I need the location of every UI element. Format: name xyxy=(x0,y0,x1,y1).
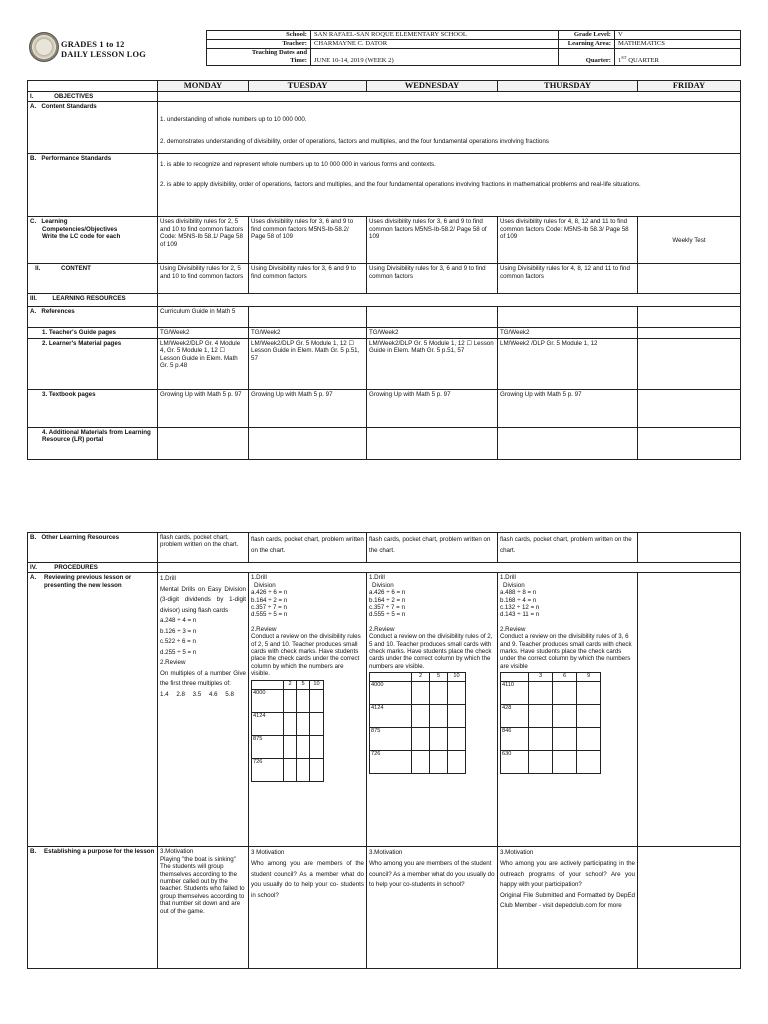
procedure-a-wednesday: 1.Drill Division a.426 ÷ 6 = n b.164 ÷ 2 = n c.357 ÷ 7 = n d.555 ÷ 5 = n 2.Review Conduct a review on the divisibility rules of 2, 5 and 10. Teacher produces small cards with check marks. Have students place the check cards under the correct column by which the numbers are visible. 2 5 10 4000 4124 875 726 xyxy=(367,573,498,847)
day-monday: MONDAY xyxy=(158,81,249,92)
area-value: MATHEMATICS xyxy=(615,40,741,49)
quarter-label: Quarter: xyxy=(559,49,615,66)
content-monday: Using Divisibility rules for 2, 5 and 10 to find common factors xyxy=(158,264,249,294)
performance-standards-text: 1. is able to recognize and represent whole numbers up to 10 000 000 in various forms and contexts. 2. is able to apply divisibility, order of operations, factors and multiples, and the four fundamental operations involving fractions in mathematical problems and real-life situations. xyxy=(158,154,741,217)
content-standards-text: 1. understanding of whole numbers up to 10 000 000. 2. demonstrates understanding of divisibility, order of operations, factors and multiples, and the four fundamental operations involving fractions xyxy=(158,102,741,154)
textbook-pages-label: 3. Textbook pages xyxy=(28,389,158,427)
tb-tuesday: Growing Up with Math 5 p. 97 xyxy=(249,389,367,427)
tb-monday: Growing Up with Math 5 p. 97 xyxy=(158,389,249,427)
procedure-b-tuesday: 3 Motivation Who among you are members of the student council? As a member what do you usually do to help your co- students in school? xyxy=(249,847,367,969)
quarter-value: 1ST QUARTER xyxy=(615,49,741,66)
dates-value: JUNE 10-14, 2019 (WEEK 2) xyxy=(311,49,559,66)
day-wednesday: WEDNESDAY xyxy=(367,81,498,92)
content-tuesday: Using Divisibility rules for 3, 6 and 9 to find common factors xyxy=(249,264,367,294)
other-tuesday: flash cards, pocket chart, problem written on the chart. xyxy=(249,533,367,563)
content-wednesday: Using Divisibility rules for 3, 6 and 9 to find common factors xyxy=(367,264,498,294)
teacher-label: Teacher: xyxy=(207,40,311,49)
lesson-log-table-top xyxy=(27,80,741,460)
grade-label: Grade Level: xyxy=(559,31,615,40)
establishing-purpose-label: B. Establishing a purpose for the lesson xyxy=(28,847,158,969)
competency-wednesday: Uses divisibility rules for 3, 6 and 9 to find common factors M5NS-Ib-58.2/ Page 58 of 109 xyxy=(367,217,498,264)
deped-seal-logo xyxy=(29,32,59,62)
tg-thursday: TG/Week2 xyxy=(498,328,638,338)
tg-monday: TG/Week2 xyxy=(158,328,249,338)
dates-label: Teaching Dates and Time: xyxy=(207,49,311,66)
objectives-heading: I. OBJECTIVES xyxy=(28,92,158,102)
content-standards-label: A. Content Standards xyxy=(28,102,158,154)
lm-wednesday: LM/Week2/DLP Gr. 5 Module 1, 12 ☐ Lesson Guide in Elem. Math Gr. 5 p.51, 57 xyxy=(367,338,498,389)
learners-material-label: 2. Learner's Material pages xyxy=(28,338,158,389)
area-label: Learning Area: xyxy=(559,40,615,49)
school-value: SAN RAFAEL-SAN ROQUE ELEMENTARY SCHOOL xyxy=(311,31,559,40)
content-label: II. CONTENT xyxy=(28,264,158,294)
reviewing-lesson-label: A. Reviewing previous lesson or presenting the new lesson xyxy=(28,573,158,847)
divisibility-grid-thursday: 3 6 9 4110 428 846 630 xyxy=(500,672,601,774)
competencies-label: C. Learning Competencies/Objectives Write the LC code for each xyxy=(28,217,158,264)
title-line-1: GRADES 1 to 12 xyxy=(61,40,125,49)
content-thursday: Using Divisibility rules for 4, 8, 12 and 11 to find common factors xyxy=(498,264,638,294)
day-tuesday: TUESDAY xyxy=(249,81,367,92)
procedure-b-wednesday: 3.Motivation Who among you are members of the student council? As a member what do you usually do to help your co-students in school? xyxy=(367,847,498,969)
procedure-a-tuesday: 1.Drill Division a.426 ÷ 6 = n b.164 ÷ 2 = n c.357 ÷ 7 = n d.555 ÷ 5 = n 2.Review Conduct a review on the divisibility rules of 2, 5 and 10. Teacher produces small cards with check marks. Have students place the check cards under the correct column by which the numbers are visible. 2 5 10 4000 4124 875 726 xyxy=(249,573,367,847)
tg-tuesday: TG/Week2 xyxy=(249,328,367,338)
divisibility-grid-tuesday: 2 5 10 4000 4124 875 726 xyxy=(251,680,324,782)
grade-value: V xyxy=(615,31,741,40)
school-label: School: xyxy=(207,31,311,40)
lm-monday: LM/Week2/DLP Gr. 4 Module 4, Gr. 5 Module 1, 12 ☐ Lesson Guide in Elem. Math Gr. 5 p.48 xyxy=(158,338,249,389)
learning-resources-heading: III. LEARNING RESOURCES xyxy=(28,294,158,307)
competency-tuesday: Uses divisibility rules for 3, 6 and 9 to find common factors M5NS-Ib-58.2/ Page 58 of 109 xyxy=(249,217,367,264)
other-wednesday: flash cards, pocket chart, problem written on the chart. xyxy=(367,533,498,563)
day-friday: FRIDAY xyxy=(638,81,741,92)
procedures-heading: IV. PROCEDURES xyxy=(28,563,158,573)
other-thursday: flash cards, pocket chart, problem written on the chart. xyxy=(498,533,638,563)
day-thursday: THURSDAY xyxy=(498,81,638,92)
title-line-2: DAILY LESSON LOG xyxy=(61,50,146,59)
competency-friday: Weekly Test xyxy=(638,217,741,264)
tb-wednesday: Growing Up with Math 5 p. 97 xyxy=(367,389,498,427)
competency-thursday: Uses divisibility rules for 4, 8, 12 and 11 to find common factors Code: M5NS-Ib 58.3/ Page 58 of 109 xyxy=(498,217,638,264)
competency-monday: Uses divisibility rules for 2, 5 and 10 to find common factors Code: M5NS-Ib 58.1/ Page 58 of 109 xyxy=(158,217,249,264)
page-title xyxy=(61,40,146,60)
teacher-value: CHARMAYNE C. DATOR xyxy=(311,40,559,49)
references-label: A. References xyxy=(28,307,158,328)
tb-thursday: Growing Up with Math 5 p. 97 xyxy=(498,389,638,427)
divisibility-grid-wednesday: 2 5 10 4000 4124 875 726 xyxy=(369,672,466,774)
performance-standards-label: B. Performance Standards xyxy=(28,154,158,217)
references-monday: Curriculum Guide in Math 5 xyxy=(158,307,249,328)
other-monday: flash cards, pocket chart, problem written on the chart. xyxy=(158,533,249,563)
header-info-table xyxy=(206,30,741,66)
procedure-a-monday: 1.Drill Mental Drills on Easy Division (3-digit dividends by 1-digit divisor) using flash cards a.248 ÷ 4 = n b.126 ÷ 3 = n c.522 ÷ 6 = n d.255 ÷ 5 = n 2.Review On multiples of a number Give the first three multiples of: 1.4 2.8 3.5 4.6 5.8 xyxy=(158,573,249,847)
lm-tuesday: LM/Week2/DLP Gr. 5 Module 1, 12 ☐ Lesson Guide in Elem. Math Gr. 5 p.51, 57 xyxy=(249,338,367,389)
tg-wednesday: TG/Week2 xyxy=(367,328,498,338)
procedure-b-thursday: 3.Motivation Who among you are actively participating in the outreach programs of your school? Are you happy with your participation? Original File Submitted and Formatted by DepEd Club Member - visit depedclub.com for more xyxy=(498,847,638,969)
additional-materials-label: 4. Additional Materials from Learning Resource (LR) portal xyxy=(28,427,158,459)
procedure-a-thursday: 1.Drill Division a.488 ÷ 8 = n b.168 ÷ 4 = n c.132 ÷ 12 = n d.143 ÷ 11 = n 2.Review Conduct a review on the divisibility rules of 3, 6 and 9. Teacher produces small cards with check marks. Have students place the check cards under the correct column by which the numbers are visible 3 6 9 4110 428 846 630 xyxy=(498,573,638,847)
teachers-guide-label: 1. Teacher's Guide pages xyxy=(28,328,158,338)
lesson-log-table-bottom xyxy=(27,532,741,969)
lm-thursday: LM/Week2 /DLP Gr. 5 Module 1, 12 xyxy=(498,338,638,389)
procedure-b-monday: 3.Motivation Playing "the boat is sinking" The students will group themselves according to the number called out by the teacher. Students who failed to group themselves according to that number sit down and are out of the game. xyxy=(158,847,249,969)
other-resources-label: B. Other Learning Resources xyxy=(28,533,158,563)
